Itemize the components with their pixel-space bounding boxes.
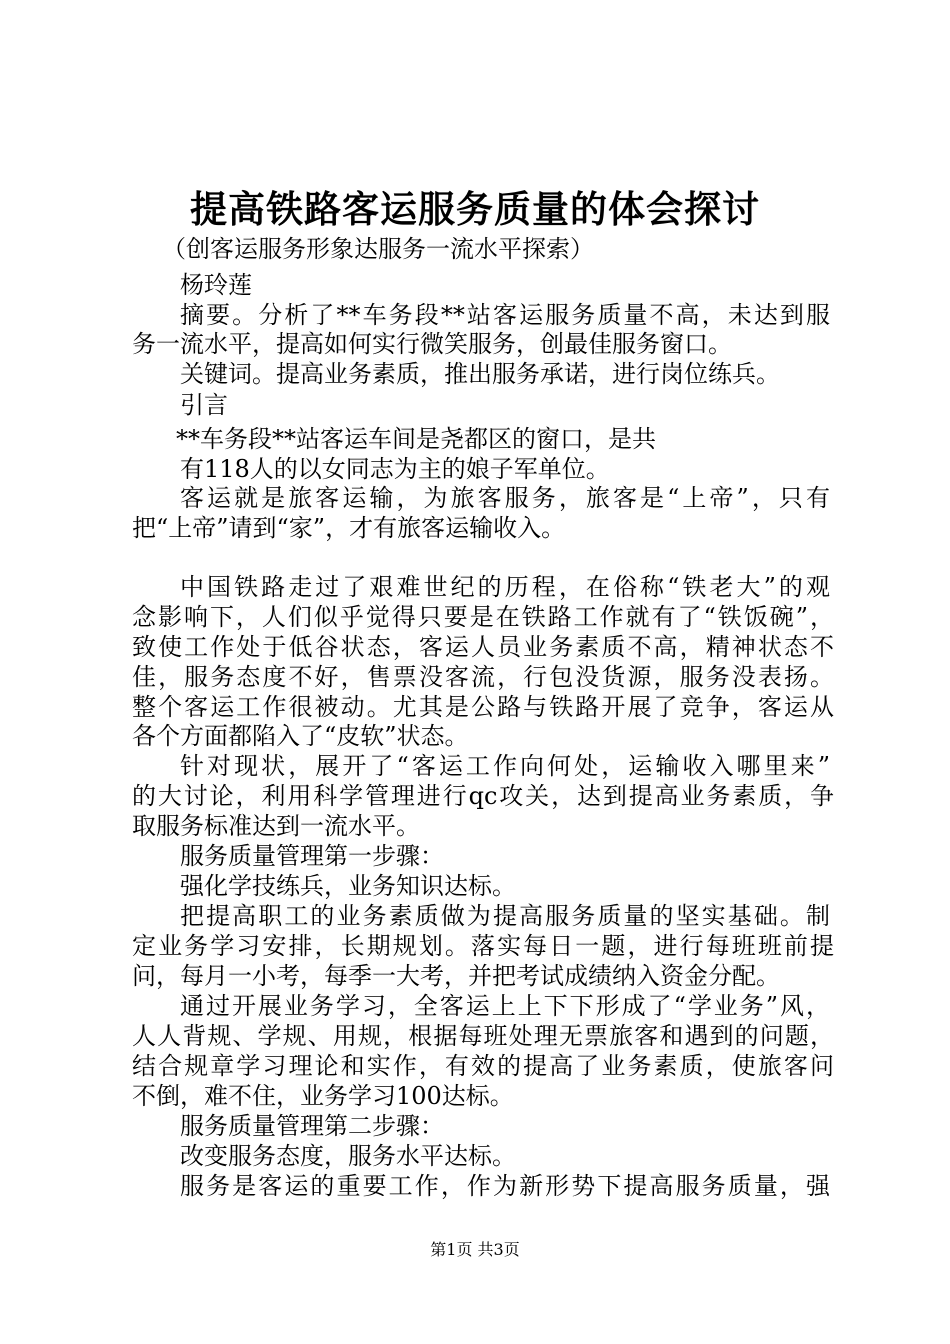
- step-subheading: 改变服务态度，服务水平达标。: [180, 1142, 516, 1170]
- page-footer: 第1页 共3页: [430, 1240, 520, 1259]
- paragraph-line: 不倒，难不住，业务学习100达标。: [132, 1082, 514, 1110]
- paragraph-line: 把“上帝”请到“家”，才有旅客运输收入。: [132, 514, 566, 542]
- paragraph-line: 佳，服务态度不好，售票没客流，行包没货源，服务没表扬。: [132, 663, 834, 691]
- paragraph-line: **车务段**站客运车间是尧都区的窗口，是共: [176, 425, 656, 453]
- document-title: 提高铁路客运服务质量的体会探讨: [190, 187, 760, 231]
- paragraph-line: 针对现状，展开了“客运工作向何处，运输收入哪里来”: [180, 752, 830, 780]
- abstract-line: 务一流水平，提高如何实行微笑服务，创最佳服务窗口。: [132, 330, 732, 358]
- paragraph-line: 人人背规、学规、用规，根据每班处理无票旅客和遇到的问题，: [132, 1022, 834, 1050]
- paragraph-line: 问，每月一小考，每季一大考，并把考试成绩纳入资金分配。: [132, 962, 780, 990]
- keywords-line: 关键词。提高业务素质，推出服务承诺，进行岗位练兵。: [180, 360, 780, 388]
- step-heading: 服务质量管理第二步骤：: [180, 1112, 444, 1140]
- paragraph-line: 服务是客运的重要工作，作为新形势下提高服务质量，强: [180, 1172, 830, 1200]
- step-subheading: 强化学技练兵，业务知识达标。: [180, 872, 516, 900]
- paragraph-line: 各个方面都陷入了“皮软”状态。: [132, 722, 469, 750]
- paragraph-line: 定业务学习安排，长期规划。落实每日一题，进行每班班前提: [132, 932, 834, 960]
- paragraph-line: 客运就是旅客运输，为旅客服务，旅客是“上帝”，只有: [180, 484, 830, 512]
- section-heading: 引言: [180, 391, 228, 419]
- paragraph-line: 通过开展业务学习，全客运上上下下形成了“学业务”风，: [180, 992, 830, 1020]
- paragraph-line: 的大讨论，利用科学管理进行qc攻关，达到提高业务素质，争: [132, 782, 834, 810]
- paragraph-line: 把提高职工的业务素质做为提高服务质量的坚实基础。制: [180, 902, 830, 930]
- paragraph-line: 致使工作处于低谷状态，客运人员业务素质不高，精神状态不: [132, 633, 834, 661]
- paragraph-line: 结合规章学习理论和实作，有效的提高了业务素质，使旅客问: [132, 1052, 834, 1080]
- abstract-line: 摘要。分析了**车务段**站客运服务质量不高，未达到服: [180, 301, 830, 329]
- paragraph-line: 取服务标准达到一流水平。: [132, 812, 420, 840]
- step-heading: 服务质量管理第一步骤：: [180, 842, 444, 870]
- paragraph-line: 有118人的以女同志为主的娘子军单位。: [180, 455, 610, 483]
- subtitle: （创客运服务形象达服务一流水平探索）: [162, 235, 594, 263]
- paragraph-line: 中国铁路走过了艰难世纪的历程，在俗称“铁老大”的观: [180, 573, 830, 601]
- paragraph-line: 念影响下，人们似乎觉得只要是在铁路工作就有了“铁饭碗”，: [132, 603, 834, 631]
- paragraph-line: 整个客运工作很被动。尤其是公路与铁路开展了竞争，客运从: [132, 693, 834, 721]
- author: 杨玲莲: [180, 271, 252, 299]
